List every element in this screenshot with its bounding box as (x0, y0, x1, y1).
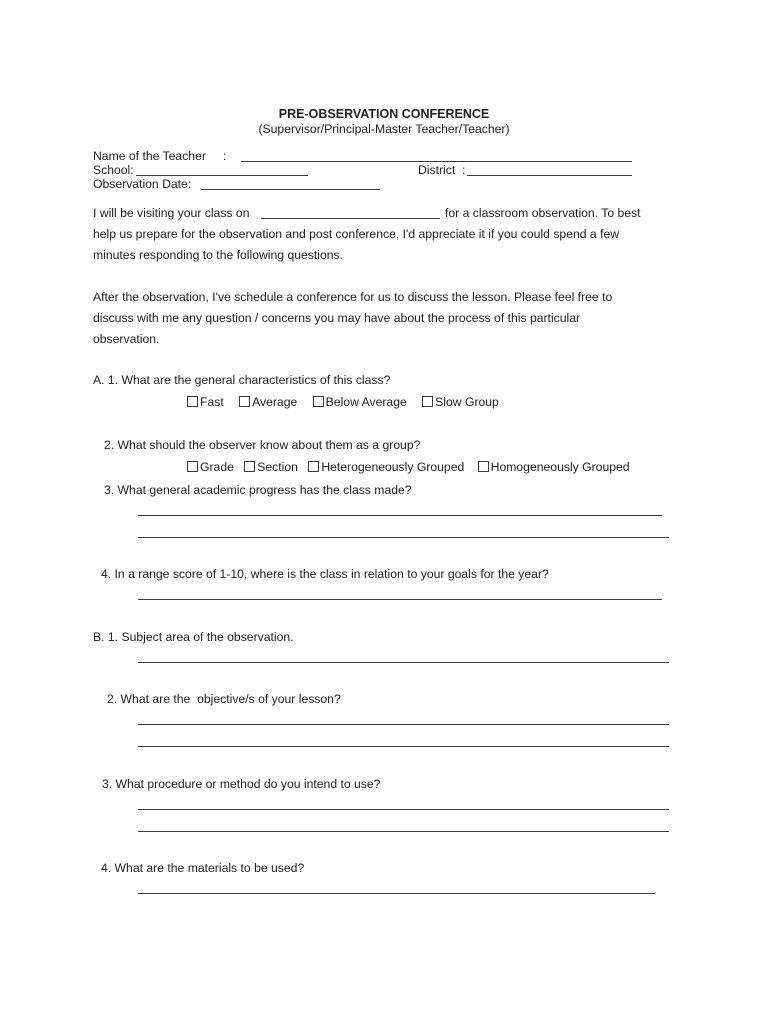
answer-line-b1[interactable] (138, 662, 669, 663)
teacher-name-label: Name of the Teacher : (93, 149, 227, 163)
option-grade[interactable]: Grade (187, 461, 234, 473)
checkbox-icon[interactable] (244, 461, 255, 472)
answer-line-a4[interactable] (138, 599, 662, 600)
option-average[interactable]: Average (239, 396, 297, 408)
answer-line-b2-1[interactable] (138, 724, 669, 725)
intro2-text-line3: observation. (93, 332, 160, 346)
option-fast[interactable]: Fast (187, 396, 224, 408)
question-b3: 3. What procedure or method do you intend to use? (102, 777, 381, 791)
answer-line-b3-2[interactable] (138, 831, 669, 832)
teacher-name-field[interactable] (241, 161, 632, 162)
answer-line-b3-1[interactable] (138, 809, 669, 810)
checkbox-icon[interactable] (187, 461, 198, 472)
checkbox-icon[interactable] (239, 396, 250, 407)
page-title: PRE-OBSERVATION CONFERENCE (278, 107, 490, 121)
district-field[interactable] (467, 175, 632, 176)
question-a1: A. 1. What are the general characteristics of this class? (93, 373, 391, 387)
visit-date-field[interactable] (261, 218, 440, 219)
option-section[interactable]: Section (244, 461, 298, 473)
question-a2: 2. What should the observer know about them as a group? (104, 438, 421, 452)
question-b4: 4. What are the materials to be used? (101, 861, 305, 875)
intro2-text-line2: discuss with me any question / concerns you may have about the process of this particular (93, 311, 581, 325)
intro-text-line2: help us prepare for the observation and post conference, I'd appreciate it if you could spend a few (93, 227, 620, 241)
option-slow-group[interactable]: Slow Group (422, 396, 499, 408)
question-b1: B. 1. Subject area of the observation. (93, 630, 294, 644)
school-field[interactable] (136, 175, 308, 176)
school-label: School: (93, 163, 134, 177)
district-label: District : (418, 163, 466, 177)
intro2-text-line1: After the observation, I've schedule a conference for us to discuss the lesson. Please feel free to (93, 290, 613, 304)
answer-line-b4[interactable] (138, 893, 655, 894)
group-options (187, 461, 630, 473)
checkbox-icon[interactable] (187, 396, 198, 407)
question-b2: 2. What are the objective/s of your lesson? (107, 692, 341, 706)
question-a4: 4. In a range score of 1-10, where is the class in relation to your goals for the year? (101, 567, 549, 581)
answer-line-a3-1[interactable] (138, 515, 662, 516)
question-a3: 3. What general academic progress has the class made? (104, 483, 412, 497)
intro-text-part2: for a classroom observation. To best (445, 206, 641, 220)
observation-date-field[interactable] (201, 189, 380, 190)
answer-line-b2-2[interactable] (138, 746, 669, 747)
option-below-average[interactable]: Below Average (313, 396, 407, 408)
option-homogeneously-grouped[interactable]: Homogeneously Grouped (478, 461, 630, 473)
checkbox-icon[interactable] (313, 396, 324, 407)
intro-text-part1: I will be visiting your class on (93, 206, 250, 220)
intro-text-line3: minutes responding to the following questions. (93, 248, 343, 262)
observation-date-label: Observation Date: (93, 177, 192, 191)
class-characteristics-options (187, 396, 511, 408)
option-heterogeneously-grouped[interactable]: Heterogeneously Grouped (308, 461, 464, 473)
checkbox-icon[interactable] (308, 461, 319, 472)
page-subtitle: (Supervisor/Principal-Master Teacher/Teacher) (258, 122, 510, 136)
answer-line-a3-2[interactable] (138, 537, 669, 538)
checkbox-icon[interactable] (478, 461, 489, 472)
checkbox-icon[interactable] (422, 396, 433, 407)
